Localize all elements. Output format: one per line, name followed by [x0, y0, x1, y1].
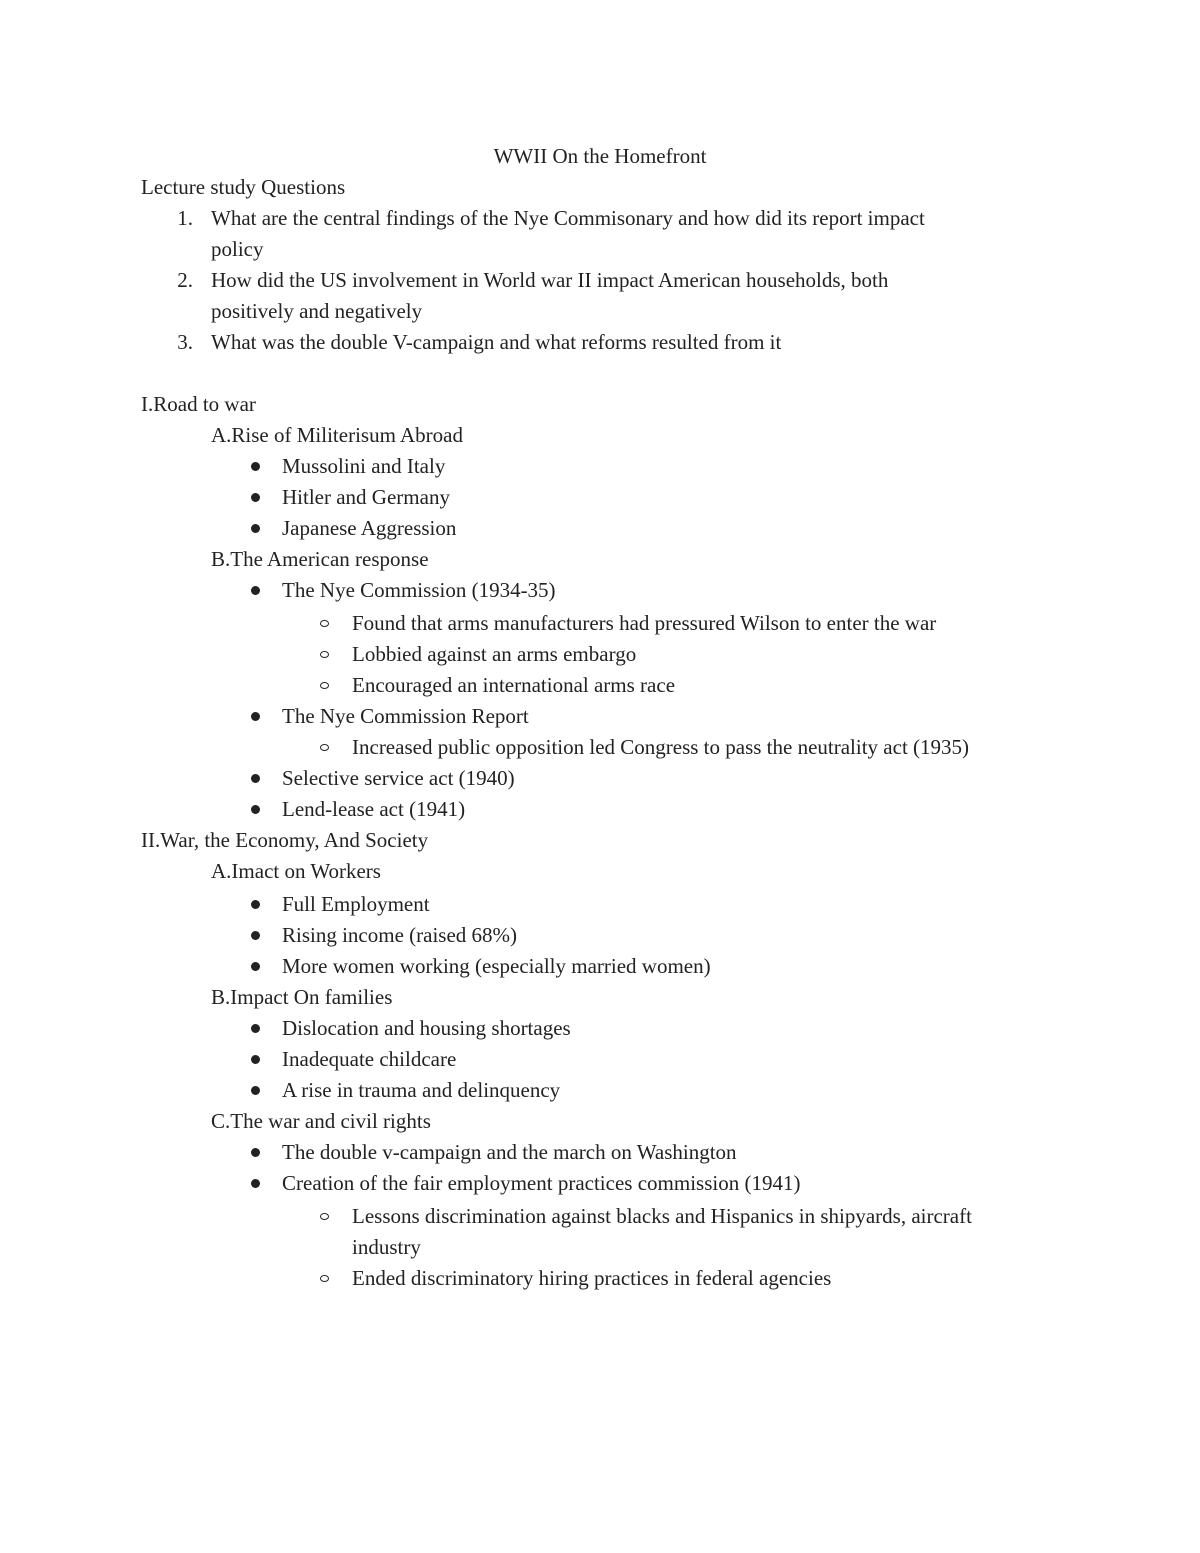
question-number: 3.: [177, 330, 193, 354]
bullet-icon: [251, 805, 260, 814]
circle-bullet-icon: [320, 1275, 329, 1282]
section-heading: II.War, the Economy, And Society: [141, 828, 429, 852]
circle-bullet-icon: [320, 682, 329, 689]
study-questions-heading: Lecture study Questions: [141, 175, 346, 199]
subsection-heading: C.The war and civil rights: [211, 1109, 431, 1133]
page-title: WWII On the Homefront: [493, 144, 707, 168]
list-item: Creation of the fair employment practices commission (1941): [282, 1171, 801, 1195]
bullet-icon: [251, 1024, 260, 1033]
circle-bullet-icon: [320, 651, 329, 658]
bullet-icon: [251, 1086, 260, 1095]
bullet-icon: [251, 774, 260, 783]
list-item: The double v-campaign and the march on Washington: [282, 1140, 737, 1164]
bullet-icon: [251, 493, 260, 502]
list-item: Inadequate childcare: [282, 1047, 457, 1071]
list-item: Lend-lease act (1941): [282, 797, 466, 821]
subsection-heading: A.Rise of Militerisum Abroad: [211, 423, 463, 447]
list-item: Mussolini and Italy: [282, 454, 446, 478]
list-item: A rise in trauma and delinquency: [282, 1078, 561, 1102]
bullet-icon: [251, 1148, 260, 1157]
subsection-heading: B.Impact On families: [211, 985, 393, 1009]
sub-list-item: Increased public opposition led Congress to pass the neutrality act (1935): [352, 735, 970, 759]
sub-list-item: Lessons discrimination against blacks and Hispanics in shipyards, aircraft: [352, 1204, 972, 1228]
circle-bullet-icon: [320, 744, 329, 751]
sub-list-item: Lobbied against an arms embargo: [352, 642, 637, 666]
subsection-heading: A.Imact on Workers: [211, 859, 381, 883]
list-item: Rising income (raised 68%): [282, 923, 518, 947]
question-text: policy: [211, 237, 264, 261]
sub-list-item: Found that arms manufacturers had pressured Wilson to enter the war: [352, 611, 937, 635]
sub-list-item: industry: [352, 1235, 421, 1259]
sub-list-item: Ended discriminatory hiring practices in federal agencies: [352, 1266, 832, 1290]
question-text: How did the US involvement in World war II impact American households, both: [211, 268, 889, 292]
bullet-icon: [251, 712, 260, 721]
list-item: Japanese Aggression: [282, 516, 457, 540]
subsection-heading: B.The American response: [211, 547, 429, 571]
circle-bullet-icon: [320, 1213, 329, 1220]
question-number: 2.: [177, 268, 193, 292]
bullet-icon: [251, 900, 260, 909]
bullet-icon: [251, 931, 260, 940]
bullet-icon: [251, 1055, 260, 1064]
bullet-icon: [251, 462, 260, 471]
circle-bullet-icon: [320, 620, 329, 627]
list-item: Full Employment: [282, 892, 430, 916]
question-text: positively and negatively: [211, 299, 423, 323]
question-text: What are the central findings of the Nye Commisonary and how did its report impact: [211, 206, 925, 230]
list-item: Selective service act (1940): [282, 766, 515, 790]
list-item: Hitler and Germany: [282, 485, 450, 509]
question-number: 1.: [177, 206, 193, 230]
sub-list-item: Encouraged an international arms race: [352, 673, 676, 697]
section-heading: I.Road to war: [141, 392, 256, 416]
list-item: More women working (especially married women): [282, 954, 711, 978]
list-item: Dislocation and housing shortages: [282, 1016, 571, 1040]
bullet-icon: [251, 524, 260, 533]
question-text: What was the double V-campaign and what reforms resulted from it: [211, 330, 782, 354]
bullet-icon: [251, 962, 260, 971]
bullet-icon: [251, 586, 260, 595]
bullet-icon: [251, 1179, 260, 1188]
list-item: The Nye Commission Report: [282, 704, 529, 728]
list-item: The Nye Commission (1934-35): [282, 578, 556, 602]
